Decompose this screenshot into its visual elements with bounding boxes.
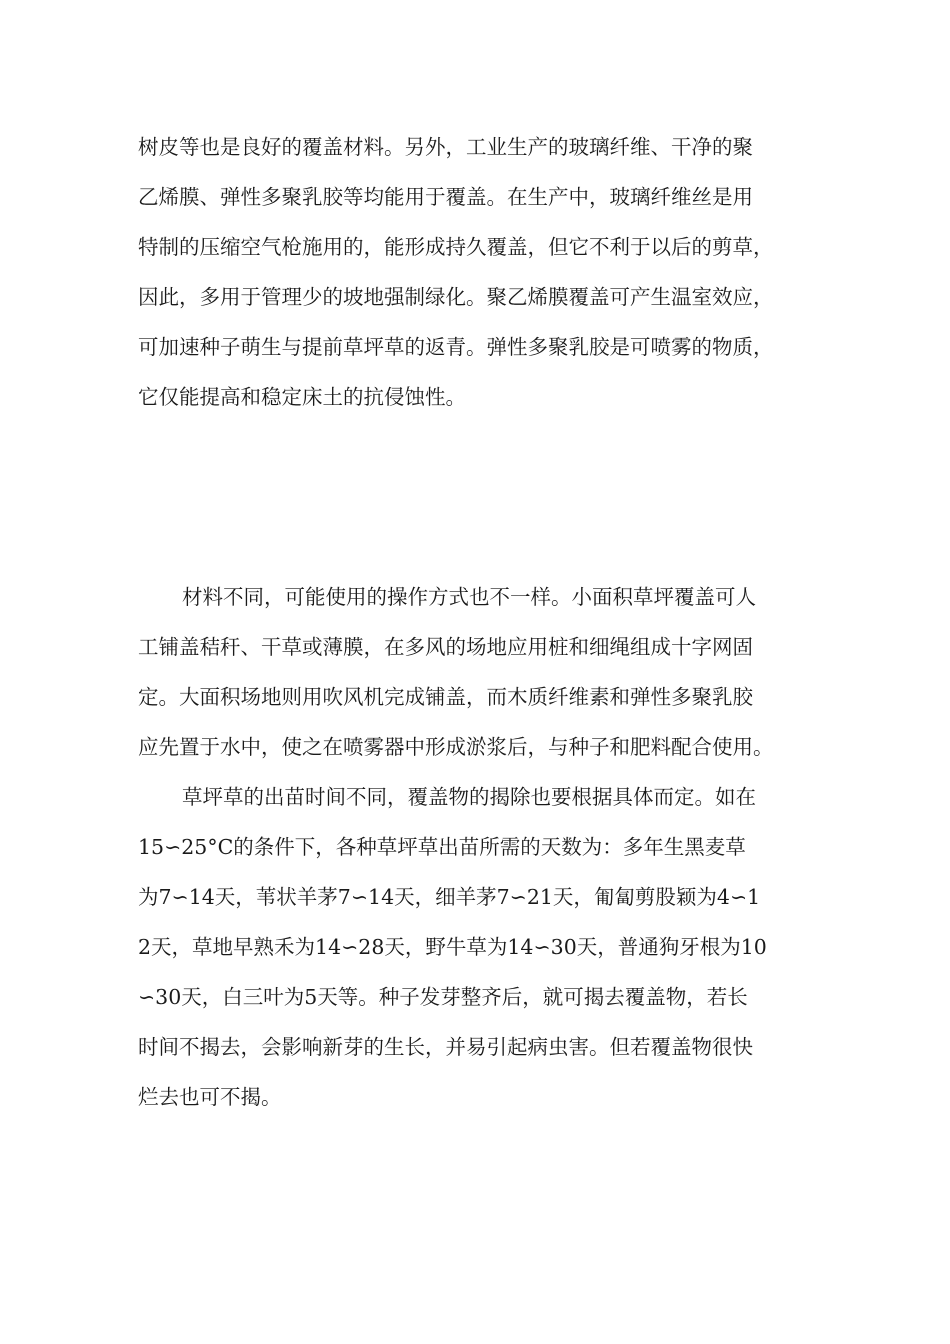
paragraph-operation-methods: [138, 572, 818, 772]
paragraph-covering-materials: [138, 122, 818, 422]
text-line: 烂去也可不揭。: [138, 1085, 282, 1109]
text-line: 时间不揭去，会影响新芽的生长，并易引起病虫害。但若覆盖物很快: [138, 1035, 753, 1059]
text-line: 乙烯膜、弹性多聚乳胶等均能用于覆盖。在生产中，玻璃纤维丝是用: [138, 185, 753, 209]
text-line: 定。大面积场地则用吹风机完成铺盖，而木质纤维素和弹性多聚乳胶: [138, 685, 753, 709]
paragraph-group-operations: [138, 572, 818, 1122]
text-line: ∽30天，白三叶为5天等。种子发芽整齐后，就可揭去覆盖物，若长: [138, 985, 748, 1009]
text-line: 它仅能提高和稳定床土的抗侵蚀性。: [138, 385, 466, 409]
text-line: 草坪草的出苗时间不同，覆盖物的揭除也要根据具体而定。如在: [182, 785, 756, 809]
text-line: 树皮等也是良好的覆盖材料。另外，工业生产的玻璃纤维、干净的聚: [138, 135, 753, 159]
text-line: 15∽25°C的条件下，各种草坪草出苗所需的天数为：多年生黑麦草: [138, 835, 746, 859]
paragraph-emergence-time: [138, 772, 818, 1122]
text-line: 因此，多用于管理少的坡地强制绿化。聚乙烯膜覆盖可产生温室效应，: [138, 285, 774, 309]
text-line: 特制的压缩空气枪施用的，能形成持久覆盖，但它不利于以后的剪草，: [138, 235, 774, 259]
text-line: 材料不同，可能使用的操作方式也不一样。小面积草坪覆盖可人: [182, 585, 756, 609]
text-line: 应先置于水中，使之在喷雾器中形成淤浆后，与种子和肥料配合使用。: [138, 735, 774, 759]
text-line: 可加速种子萌生与提前草坪草的返青。弹性多聚乳胶是可喷雾的物质，: [138, 335, 774, 359]
text-line: 为7∽14天，苇状羊茅7∽14天，细羊茅7∽21天，匍匐剪股颖为4∽1: [138, 885, 761, 909]
text-line: 2天，草地早熟禾为14∽28天，野牛草为14∽30天，普通狗牙根为10: [138, 935, 767, 959]
text-line: 工铺盖秸秆、干草或薄膜，在多风的场地应用桩和细绳组成十字网固: [138, 635, 753, 659]
